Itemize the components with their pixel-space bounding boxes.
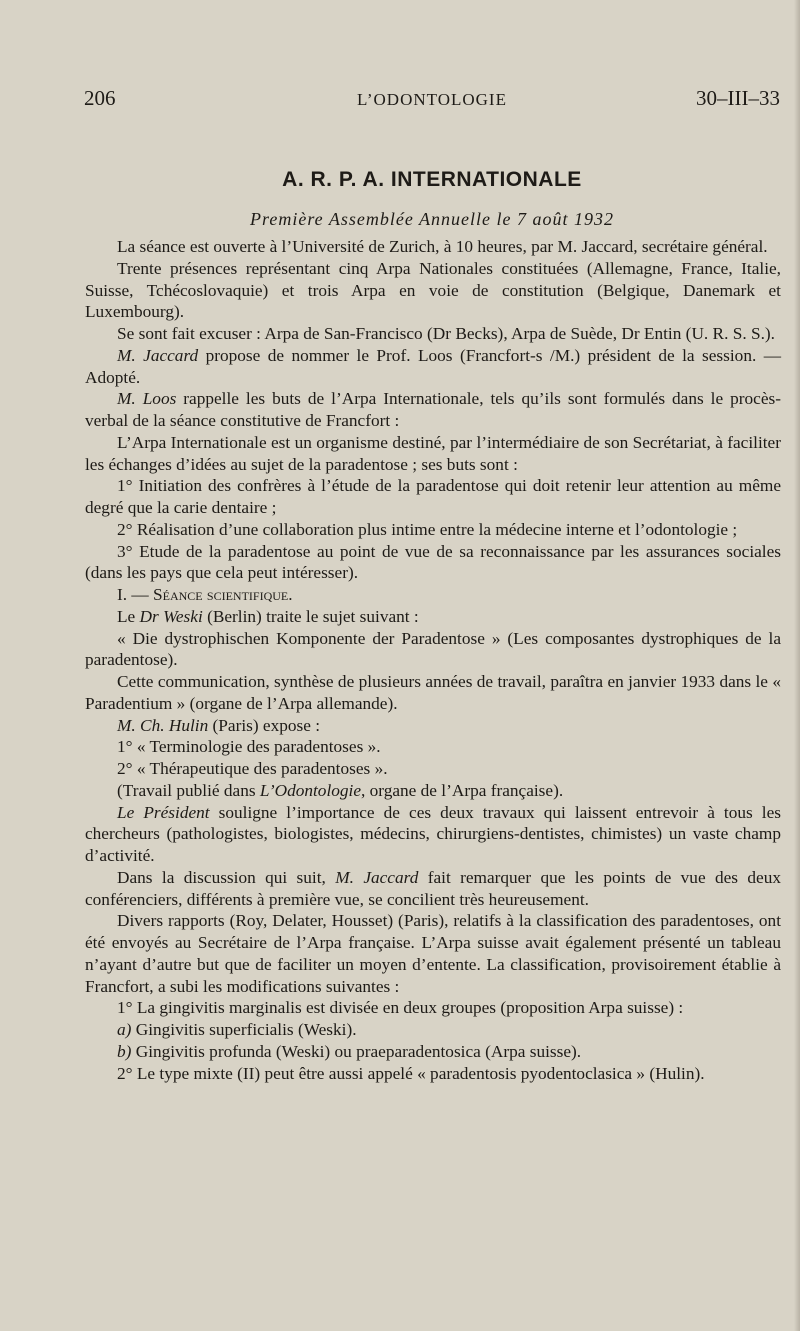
speaker-name: M. Jaccard (117, 345, 199, 365)
list-item: 2° Réalisation d’une collaboration plus intime entre la médecine interne et l’odontologie ; (117, 519, 738, 539)
list-item: 2° Le type mixte (II) peut être aussi appelé « paradentosis pyodentoclasica » (Hulin). (117, 1063, 705, 1083)
paragraph-text: , organe de l’Arpa française). (361, 780, 564, 800)
item-label: a) (117, 1020, 132, 1039)
paragraph (85, 345, 781, 389)
paragraph-text: rappelle les buts de l’Arpa Internationale, tels qu’ils sont formulés dans le procès-verbal de la séance constitutive de Francfort : (85, 389, 781, 430)
speaker-name: M. Loos (117, 389, 177, 409)
paragraph-text: Dans la discussion qui suit, (117, 867, 336, 887)
section-heading: I. — Séance scientifique. (117, 585, 293, 604)
paragraph: L’Arpa Internationale est un organisme destiné, par l’intermédiaire de son Secrétariat, à faciliter les échanges d’idées au sujet de la paradentose ; ses buts sont : (85, 432, 781, 474)
paragraph-text: souligne l’importance de ces deux travaux qui laissent entrevoir à tous les chercheurs (pathologistes, biologistes, médecins, chirurgiens-dentistes, chimistes) un vaste champ d’activité. (85, 802, 781, 865)
paragraph (85, 867, 781, 911)
paragraph: Trente présences représentant cinq Arpa Nationales constituées (Allemagne, France, Italie, Suisse, Tchécoslovaquie) et trois Arpa en voie de constitution (Belgique, Danemark et Luxembourg). (85, 258, 781, 322)
paragraph (85, 802, 781, 867)
paragraph: Divers rapports (Roy, Delater, Housset) (Paris), relatifs à la classification des paradentoses, ont été envoyés au Secrétaire de l’Arpa française. L’Arpa suisse avait également présenté un tableau n’ayant d’autre but que de faciliter un moyen d’entente. La classification, provisoirement établie à Francfort, a subi les modifications suivantes : (85, 911, 781, 996)
paragraph-text: Gingivitis superficialis (Weski). (131, 1020, 357, 1039)
paragraph-text: fait remarquer que les points de vue des deux conférenciers, différents à première vue, se concilient très heureusement. (85, 867, 781, 909)
paragraph-text: (Berlin) traite le sujet suivant : (202, 606, 419, 626)
list-item: 1° La gingivitis marginalis est divisée en deux groupes (proposition Arpa suisse) : (117, 998, 684, 1018)
paragraph (85, 715, 781, 737)
paragraph: La séance est ouverte à l’Université de Zurich, à 10 heures, par M. Jaccard, secrétaire général. (117, 237, 768, 256)
page-edge-shadow (794, 0, 800, 1331)
paragraph (85, 606, 781, 628)
paragraph-text: (Paris) expose : (208, 715, 321, 735)
speaker-name: Dr Weski (139, 606, 203, 626)
paragraph-text: Gingivitis profunda (Weski) ou praeparadentosica (Arpa suisse). (131, 1041, 582, 1061)
item-label: b) (117, 1041, 132, 1061)
sub-list-item (85, 1019, 781, 1041)
page-number: 206 (84, 86, 116, 110)
paragraph-text: (Travail publié dans (117, 780, 260, 800)
paragraph-text: propose de nommer le Prof. Loos (Francfort-s /M.) président de la session. — Adopté. (85, 345, 781, 387)
list-item: 3° Etude de la paradentose au point de vue de sa reconnaissance par les assurances sociales (dans les pays que cela peut intéresser). (85, 541, 781, 583)
speaker-name: Le Président (117, 802, 210, 822)
journal-title: L’ODONTOLOGIE (357, 90, 507, 109)
speaker-name: M. Jaccard (335, 867, 419, 887)
running-header (84, 86, 780, 116)
sub-list-item (85, 1041, 781, 1063)
paragraph (85, 388, 781, 432)
journal-reference: L’Odontologie (259, 780, 361, 800)
article-title: A. R. P. A. INTERNATIONALE (282, 168, 582, 191)
list-item: 2° « Thérapeutique des paradentoses ». (117, 759, 388, 778)
paragraph: « Die dystrophischen Komponente der Paradentose » (Les composantes dystrophiques de la paradentose). (85, 628, 781, 670)
speaker-name: M. Ch. Hulin (117, 715, 209, 735)
paragraph: Se sont fait excuser : Arpa de San-Francisco (Dr Becks), Arpa de Suède, Dr Entin (U. R. S. S.). (117, 324, 775, 343)
article-body (85, 236, 781, 1084)
issue-date: 30–III–33 (696, 86, 780, 110)
list-item: 1° Initiation des confrères à l’étude de la paradentose qui doit retenir leur attention au même degré que la carie dentaire ; (85, 476, 781, 517)
paragraph: Cette communication, synthèse de plusieurs années de travail, paraîtra en janvier 1933 dans le « Paradentium » (organe de l’Arpa allemande). (85, 672, 781, 713)
article-subtitle: Première Assemblée Annuelle le 7 août 1932 (250, 209, 614, 229)
paragraph-text: Le (117, 606, 140, 626)
paragraph (85, 780, 781, 802)
list-item: 1° « Terminologie des paradentoses ». (117, 737, 381, 757)
